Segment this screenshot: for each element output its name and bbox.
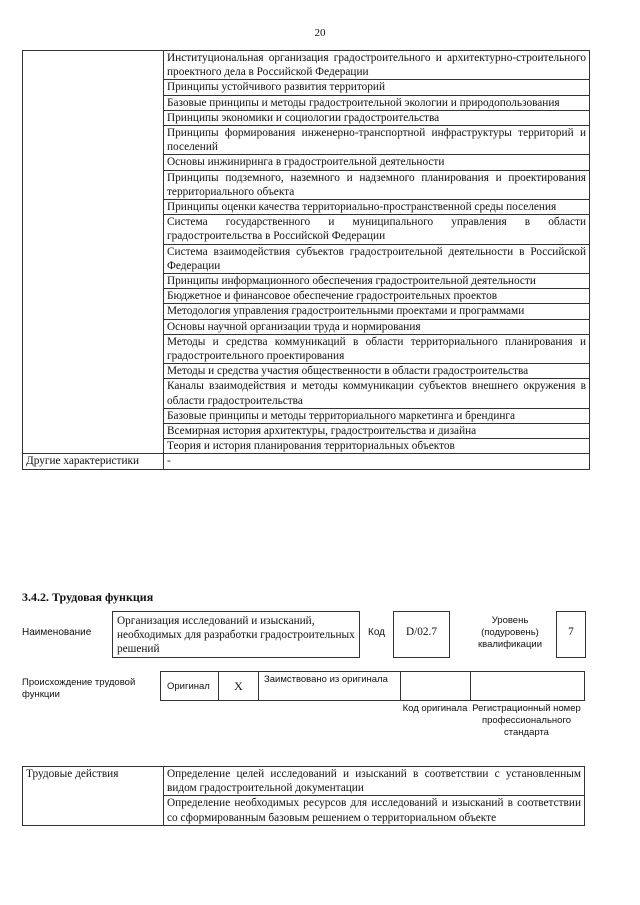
knowledge-item: Бюджетное и финансовое обеспечение градостроительных проектов [164,289,590,304]
knowledge-item: Базовые принципы и методы территориального маркетинга и брендинга [164,408,590,423]
knowledge-item: Система взаимодействия субъектов градостроительной деятельности в Российской Федерации [164,244,590,273]
origin-registration-cell [471,672,584,700]
origin-grid [160,671,585,701]
origin-original-label: Оригинал [161,672,219,700]
labor-actions-label: Трудовые действия [23,767,164,826]
knowledge-item: Базовые принципы и методы градостроительной экологии и природопользования [164,95,590,110]
function-code-label: Код [368,627,386,638]
labor-action-item: Определение необходимых ресурсов для исследований и изысканий в соответствии со сформированным базовым решением о территориальном объекте [164,796,585,825]
knowledge-item: Институциональная организация градостроительного и архитектурно-строительного проектного дела в Российской Федерации [164,51,590,80]
knowledge-item: Методы и средства участия общественности в области градостроительства [164,364,590,379]
origin-original-mark: X [219,672,259,700]
section-heading: 3.4.2. Трудовая функция [22,590,154,604]
page-number: 20 [314,27,326,39]
other-characteristics-label: Другие характеристики [23,454,164,469]
labor-action-row [23,767,585,796]
knowledge-label-cell [23,51,164,454]
labor-actions-body [23,767,585,826]
knowledge-item: Принципы подземного, наземного и надземного планирования и проектирования территориального объекта [164,170,590,199]
qualification-level-label: Уровень (подуровень) квалификации [477,615,543,650]
knowledge-item: Каналы взаимодействия и методы коммуникации субъектов внешнего окружения в области градостроительства [164,379,590,408]
origin-registration-caption: Регистрационный номер профессионального стандарта [472,703,581,738]
knowledge-item: Система государственного и муниципального управления в области градостроительства в Российской Федерации [164,215,590,244]
function-name-value: Организация исследований и изысканий, необходимых для разработки градостроительных решений [112,611,360,658]
knowledge-item: Принципы экономики и социологии градостроительства [164,110,590,125]
knowledge-row [23,51,590,80]
other-characteristics-value: - [164,454,590,469]
knowledge-item: Всемирная история архитектуры, градостроительства и дизайна [164,424,590,439]
knowledge-item: Теория и история планирования территориальных объектов [164,439,590,454]
other-characteristics-row [23,454,590,469]
knowledge-item: Основы инжиниринга в градостроительной деятельности [164,155,590,170]
knowledge-item: Методология управления градостроительными проектами и программами [164,304,590,319]
knowledge-table-body [23,51,590,454]
knowledge-item: Принципы формирования инженерно-транспортной инфраструктуры территорий и поселений [164,126,590,155]
qualification-level-value: 7 [556,611,586,658]
origin-label: Происхождение трудовой функции [22,677,136,700]
knowledge-item: Принципы оценки качества территориально-пространственной среды поселения [164,200,590,215]
origin-code-cell [401,672,471,700]
knowledge-item: Основы научной организации труда и нормирования [164,319,590,334]
origin-borrowed-label: Заимствовано из оригинала [259,672,401,700]
function-code-value: D/02.7 [393,611,450,658]
knowledge-table [22,50,590,470]
knowledge-item: Методы и средства коммуникаций в области территориального планирования и градостроительного проектирования [164,334,590,363]
labor-action-item: Определение целей исследований и изысканий в соответствии с установленным видом градостроительной документации [164,767,585,796]
function-name-label: Наименование [22,627,92,638]
labor-actions-table [22,766,585,826]
knowledge-item: Принципы информационного обеспечения градостроительной деятельности [164,274,590,289]
knowledge-item: Принципы устойчивого развития территорий [164,80,590,95]
origin-code-caption: Код оригинала [402,703,468,714]
